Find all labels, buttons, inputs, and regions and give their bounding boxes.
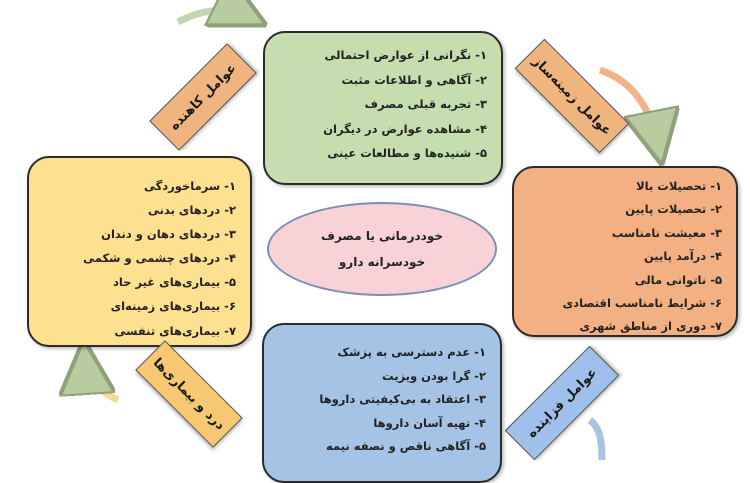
list-item: ۵- بیماری‌های غیر حاد [112, 275, 236, 290]
list-item: ۴- درآمد پایین [643, 249, 722, 264]
arrow-bottom-right [590, 420, 602, 460]
list-item: ۳- دردهای دهان و دندان [101, 227, 236, 242]
center-line-2: خودسرانه دارو [338, 255, 426, 269]
list-item: ۱- سرماخوردگی [143, 179, 236, 193]
list-item: ۳- معیشت نامناسب [611, 225, 722, 240]
list-item: ۴- دردهای چشمی و شکمی [83, 251, 236, 266]
list-item: ۶- شرایط نامناسب اقتصادی [562, 296, 722, 311]
predisposing-factors-box [512, 166, 738, 337]
list-item: ۲- دردهای بدنی [148, 203, 236, 218]
list-item: ۱- عدم دسترسی به پزشک [337, 345, 486, 359]
list-item: ۶- بیماری‌های زمینه‌ای [110, 299, 236, 314]
list-item: ۴- مشاهده عوارض در دیگران [323, 121, 487, 136]
label-pain-and-diseases: درد و بیماری‌ها [135, 340, 242, 447]
list-item: ۵- آگاهی ناقص و نصفه نیمه [326, 439, 486, 453]
list-item: ۵- ناتوانی مالی [634, 272, 722, 287]
label-reducing-factors: عوامل کاهنده [149, 43, 256, 150]
center-line-1: خوددرمانی یا مصرف [321, 229, 444, 243]
list-item: ۱- تحصیلات بالا [636, 179, 722, 193]
label-increasing-factors: عوامل فزاینده [505, 346, 620, 461]
list-item: ۳- تجربه قبلی مصرف [364, 97, 487, 111]
list-item: ۵- شنیده‌ها و مطالعات عینی [327, 146, 487, 160]
arrow-bottom-left [85, 360, 118, 400]
increasing-factors-box [262, 323, 502, 483]
list-item: ۷- دوری از مناطق شهری [579, 319, 722, 334]
central-concept [267, 202, 497, 296]
arrow-top-left [178, 10, 248, 22]
pain-and-diseases-box [27, 156, 252, 347]
list-item: ۲- آگاهی و اطلاعات مثبت [341, 72, 487, 87]
label-predisposing-factors: عوامل زمینه‌ساز [515, 39, 630, 154]
list-item: ۷- بیماری‌های تنفسی [114, 323, 236, 338]
list-item: ۲- تحصیلات پایین [625, 202, 722, 217]
list-item: ۳- اعتقاد به بی‌کیفیتی داروها [319, 392, 486, 406]
reducing-factors-box [263, 31, 503, 185]
list-item: ۱- نگرانی از عوارض احتمالی [324, 48, 487, 62]
list-item: ۴- تهیه آسان داروها [373, 415, 486, 430]
list-item: ۲- گرا بودن ویزیت [382, 368, 486, 383]
